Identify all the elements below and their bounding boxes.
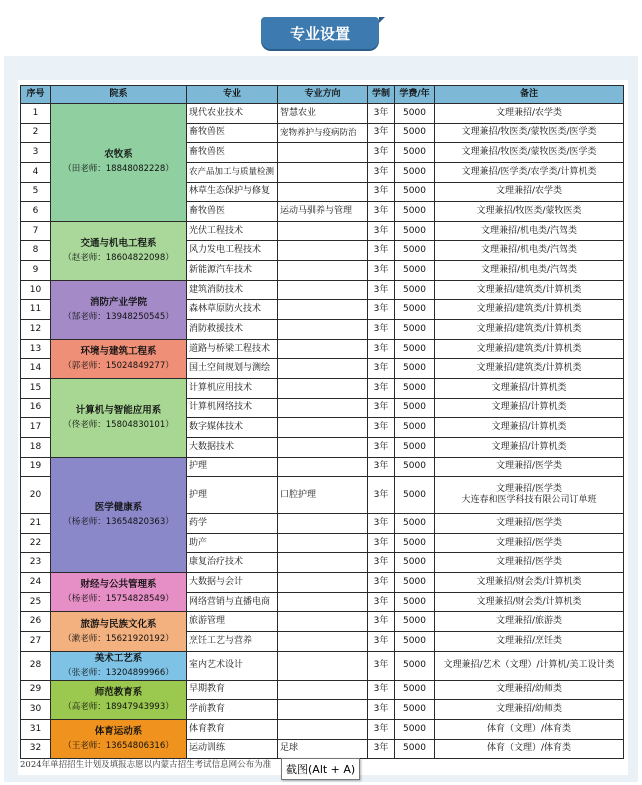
fee-cell: 5000 xyxy=(395,162,435,182)
department-contact: （杨老师：13654820363） xyxy=(63,516,174,527)
direction-cell xyxy=(278,700,368,720)
note-text: 文理兼招/计算机类 xyxy=(491,441,567,452)
direction-cell xyxy=(278,612,368,632)
row-number: 6 xyxy=(21,202,51,222)
major-cell: 光伏工程技术 xyxy=(187,221,278,241)
direction-cell: 运动马驯养与管理 xyxy=(278,202,368,222)
major-cell: 畜牧兽医 xyxy=(187,202,278,222)
major-cell: 助产 xyxy=(187,533,278,553)
row-number: 27 xyxy=(21,632,51,652)
department-name: 农牧系 xyxy=(104,149,133,161)
years-cell: 3年 xyxy=(368,320,395,340)
fee-cell: 5000 xyxy=(395,378,435,398)
note-text: 文理兼招/医学类/农学类/计算机类 xyxy=(461,166,597,177)
note-text: 文理兼招/机电类/汽驾类 xyxy=(480,245,578,256)
fee-cell: 5000 xyxy=(395,573,435,593)
note-text: 文理兼招/医学类 xyxy=(495,461,563,472)
note-text: 文理兼招/医学类 xyxy=(495,557,563,568)
direction-cell xyxy=(278,320,368,340)
row-number: 12 xyxy=(21,320,51,340)
note-cell xyxy=(435,202,624,222)
note-text: 文理兼招/艺术（文理）/计算机/美工设计类 xyxy=(443,660,615,671)
row-number: 4 xyxy=(21,162,51,182)
major-cell: 药学 xyxy=(187,514,278,534)
row-number: 1 xyxy=(21,104,51,124)
major-cell: 室内艺术设计 xyxy=(187,651,278,680)
note-text: 文理兼招/建筑类/计算机类 xyxy=(476,343,582,354)
header-fee: 学费/年 xyxy=(395,86,435,104)
department-cell xyxy=(51,612,187,651)
fee-cell: 5000 xyxy=(395,719,435,739)
years-cell: 3年 xyxy=(368,418,395,438)
row-number: 10 xyxy=(21,280,51,300)
note-text: 文理兼招/医学类 xyxy=(495,537,563,548)
row-number: 3 xyxy=(21,143,51,163)
direction-cell xyxy=(278,457,368,477)
years-cell: 3年 xyxy=(368,143,395,163)
direction-cell: 宠物养护与疫病防治 xyxy=(278,123,368,143)
row-number: 2 xyxy=(21,123,51,143)
department-cell xyxy=(51,104,187,222)
years-cell: 3年 xyxy=(368,477,395,514)
header-department: 院系 xyxy=(51,86,187,104)
major-cell: 大数据与会计 xyxy=(187,573,278,593)
fee-cell: 5000 xyxy=(395,514,435,534)
department-name: 美术工艺系 xyxy=(94,652,143,664)
department-contact: （佟老师：15804830101） xyxy=(63,419,174,430)
majors-table xyxy=(20,85,624,759)
table-row xyxy=(21,680,624,700)
years-cell: 3年 xyxy=(368,680,395,700)
direction-cell xyxy=(278,592,368,612)
fee-cell: 5000 xyxy=(395,104,435,124)
fee-cell: 5000 xyxy=(395,632,435,652)
row-number: 32 xyxy=(21,739,51,759)
note-cell xyxy=(435,162,624,182)
row-number: 30 xyxy=(21,700,51,720)
table-row xyxy=(21,719,624,739)
fee-cell: 5000 xyxy=(395,300,435,320)
note-text: 文理兼招/农学类 xyxy=(495,107,563,118)
screenshot-tooltip: 截图(Alt + A) xyxy=(281,758,360,780)
table-body xyxy=(21,104,624,759)
row-number: 31 xyxy=(21,719,51,739)
row-number: 19 xyxy=(21,457,51,477)
table-row xyxy=(21,221,624,241)
major-cell: 运动训练 xyxy=(187,739,278,759)
note-cell xyxy=(435,719,624,739)
department-cell xyxy=(51,339,187,378)
department-name: 交通与机电工程系 xyxy=(80,237,157,249)
direction-cell: 足球 xyxy=(278,739,368,759)
major-cell: 农产品加工与质量检测 xyxy=(187,162,278,182)
note-cell xyxy=(435,612,624,632)
table-row xyxy=(21,651,624,680)
years-cell: 3年 xyxy=(368,241,395,261)
note-cell xyxy=(435,320,624,340)
header-no: 序号 xyxy=(21,86,51,104)
table-row xyxy=(21,612,624,632)
header-direction: 专业方向 xyxy=(278,86,368,104)
major-cell: 林草生态保护与修复 xyxy=(187,182,278,202)
direction-cell xyxy=(278,651,368,680)
major-cell: 新能源汽车技术 xyxy=(187,261,278,281)
direction-cell xyxy=(278,553,368,573)
note-cell xyxy=(435,632,624,652)
note-cell xyxy=(435,300,624,320)
major-cell: 烹饪工艺与营养 xyxy=(187,632,278,652)
fee-cell: 5000 xyxy=(395,320,435,340)
department-name: 消防产业学院 xyxy=(89,296,147,308)
row-number: 22 xyxy=(21,533,51,553)
major-cell: 护理 xyxy=(187,457,278,477)
note-cell xyxy=(435,143,624,163)
department-name: 师范教育系 xyxy=(94,686,143,698)
note-text: 文理兼招/医学类 xyxy=(495,484,563,495)
department-contact: （田老师：18848082228） xyxy=(63,164,174,175)
major-cell: 消防救援技术 xyxy=(187,320,278,340)
row-number: 9 xyxy=(21,261,51,281)
years-cell: 3年 xyxy=(368,359,395,379)
years-cell: 3年 xyxy=(368,261,395,281)
note-text: 文理兼招/计算机类 xyxy=(491,382,567,393)
note-text: 文理兼招/建筑类/计算机类 xyxy=(476,363,582,374)
note-text: 文理兼招/牧医类/蒙牧医类/医学类 xyxy=(461,147,597,158)
major-cell: 计算机网络技术 xyxy=(187,398,278,418)
fee-cell: 5000 xyxy=(395,359,435,379)
department-contact: （漱老师：15621920192） xyxy=(63,633,174,644)
note-cell xyxy=(435,739,624,759)
note-text: 体育（文理）/体育类 xyxy=(486,723,572,734)
note-text: 文理兼招/幼师类 xyxy=(495,684,563,695)
fee-cell: 5000 xyxy=(395,533,435,553)
note-cell xyxy=(435,477,624,514)
row-number: 25 xyxy=(21,592,51,612)
department-name: 财经与公共管理系 xyxy=(80,579,157,591)
years-cell: 3年 xyxy=(368,592,395,612)
row-number: 5 xyxy=(21,182,51,202)
note-cell xyxy=(435,418,624,438)
note-text: 文理兼招/牧医类/蒙牧医类 xyxy=(476,206,582,217)
row-number: 20 xyxy=(21,477,51,514)
table-row xyxy=(21,457,624,477)
department-name: 医学健康系 xyxy=(94,501,143,513)
direction-cell xyxy=(278,418,368,438)
fee-cell: 5000 xyxy=(395,280,435,300)
direction-cell xyxy=(278,261,368,281)
major-cell: 旅游管理 xyxy=(187,612,278,632)
table-row xyxy=(21,280,624,300)
years-cell: 3年 xyxy=(368,514,395,534)
years-cell: 3年 xyxy=(368,739,395,759)
direction-cell xyxy=(278,533,368,553)
page-title: 专业设置 xyxy=(261,17,379,49)
years-cell: 3年 xyxy=(368,280,395,300)
major-cell: 学前教育 xyxy=(187,700,278,720)
fee-cell: 5000 xyxy=(395,241,435,261)
years-cell: 3年 xyxy=(368,457,395,477)
row-number: 15 xyxy=(21,378,51,398)
major-cell: 风力发电工程技术 xyxy=(187,241,278,261)
row-number: 28 xyxy=(21,651,51,680)
table-header-row xyxy=(21,86,624,104)
note-text-secondary: 大连春和医学科技有限公司订单班 xyxy=(461,495,597,506)
note-text: 文理兼招/旅游类 xyxy=(495,616,563,627)
note-text: 文理兼招/计算机类 xyxy=(491,402,567,413)
note-cell xyxy=(435,378,624,398)
direction-cell xyxy=(278,378,368,398)
years-cell: 3年 xyxy=(368,378,395,398)
department-contact: （郜老师：13948250545） xyxy=(63,311,174,322)
department-contact: （赵老师：18604822098） xyxy=(63,252,174,263)
department-contact: （高老师：18947943993） xyxy=(63,701,174,712)
row-number: 24 xyxy=(21,573,51,593)
fee-cell: 5000 xyxy=(395,680,435,700)
table-row xyxy=(21,339,624,359)
note-cell xyxy=(435,533,624,553)
direction-cell: 智慧农业 xyxy=(278,104,368,124)
fee-cell: 5000 xyxy=(395,123,435,143)
department-name: 环境与建筑工程系 xyxy=(80,345,157,357)
row-number: 18 xyxy=(21,437,51,457)
row-number: 23 xyxy=(21,553,51,573)
note-cell xyxy=(435,680,624,700)
row-number: 29 xyxy=(21,680,51,700)
row-number: 13 xyxy=(21,339,51,359)
fee-cell: 5000 xyxy=(395,700,435,720)
department-contact: （杨老师：15754828549） xyxy=(63,594,174,605)
department-cell xyxy=(51,457,187,573)
note-cell xyxy=(435,182,624,202)
major-cell: 畜牧兽医 xyxy=(187,143,278,163)
table-row xyxy=(21,573,624,593)
note-cell xyxy=(435,359,624,379)
table-row xyxy=(21,104,624,124)
note-text: 文理兼招/机电类/汽驾类 xyxy=(480,264,578,275)
department-name: 计算机与智能应用系 xyxy=(75,404,162,416)
footer-note: 2024年单招招生计划及填报志愿以内蒙古招生考试信息网公布为准 xyxy=(20,760,272,770)
row-number: 21 xyxy=(21,514,51,534)
fee-cell: 5000 xyxy=(395,182,435,202)
row-number: 8 xyxy=(21,241,51,261)
years-cell: 3年 xyxy=(368,437,395,457)
department-cell xyxy=(51,573,187,612)
years-cell: 3年 xyxy=(368,162,395,182)
table-sheet xyxy=(18,80,628,775)
note-cell xyxy=(435,280,624,300)
direction-cell xyxy=(278,221,368,241)
note-cell xyxy=(435,104,624,124)
direction-cell xyxy=(278,280,368,300)
major-cell: 大数据技术 xyxy=(187,437,278,457)
department-name: 体育运动系 xyxy=(94,726,143,738)
department-contact: （张老师：13204899966） xyxy=(63,667,174,678)
header-note: 备注 xyxy=(435,86,624,104)
years-cell: 3年 xyxy=(368,202,395,222)
table-row xyxy=(21,378,624,398)
note-text: 文理兼招/烹饪类 xyxy=(495,635,563,646)
fee-cell: 5000 xyxy=(395,457,435,477)
years-cell: 3年 xyxy=(368,700,395,720)
years-cell: 3年 xyxy=(368,300,395,320)
department-cell xyxy=(51,378,187,457)
fee-cell: 5000 xyxy=(395,739,435,759)
department-name: 旅游与民族文化系 xyxy=(80,618,157,630)
note-cell xyxy=(435,261,624,281)
note-cell xyxy=(435,457,624,477)
direction-cell xyxy=(278,632,368,652)
note-cell xyxy=(435,339,624,359)
years-cell: 3年 xyxy=(368,573,395,593)
years-cell: 3年 xyxy=(368,339,395,359)
note-text: 文理兼招/医学类 xyxy=(495,517,563,528)
note-cell xyxy=(435,553,624,573)
years-cell: 3年 xyxy=(368,651,395,680)
department-cell xyxy=(51,280,187,339)
content-panel xyxy=(4,56,638,782)
direction-cell xyxy=(278,573,368,593)
direction-cell xyxy=(278,398,368,418)
direction-cell xyxy=(278,241,368,261)
direction-cell xyxy=(278,143,368,163)
note-cell xyxy=(435,437,624,457)
major-cell: 国土空间规划与测绘 xyxy=(187,359,278,379)
major-cell: 数字媒体技术 xyxy=(187,418,278,438)
note-cell xyxy=(435,221,624,241)
direction-cell xyxy=(278,182,368,202)
fee-cell: 5000 xyxy=(395,261,435,281)
note-text: 文理兼招/建筑类/计算机类 xyxy=(476,323,582,334)
note-cell xyxy=(435,123,624,143)
note-cell xyxy=(435,700,624,720)
row-number: 14 xyxy=(21,359,51,379)
note-text: 文理兼招/计算机类 xyxy=(491,422,567,433)
fee-cell: 5000 xyxy=(395,477,435,514)
direction-cell xyxy=(278,300,368,320)
department-cell xyxy=(51,221,187,280)
major-cell: 计算机应用技术 xyxy=(187,378,278,398)
row-number: 26 xyxy=(21,612,51,632)
direction-cell xyxy=(278,680,368,700)
note-text: 文理兼招/建筑类/计算机类 xyxy=(476,284,582,295)
note-text: 文理兼招/机电类/汽驾类 xyxy=(480,225,578,236)
department-cell xyxy=(51,680,187,719)
direction-cell xyxy=(278,514,368,534)
direction-cell xyxy=(278,339,368,359)
major-cell: 畜牧兽医 xyxy=(187,123,278,143)
fee-cell: 5000 xyxy=(395,612,435,632)
note-cell xyxy=(435,592,624,612)
major-cell: 道路与桥梁工程技术 xyxy=(187,339,278,359)
note-cell xyxy=(435,514,624,534)
major-cell: 体育教育 xyxy=(187,719,278,739)
years-cell: 3年 xyxy=(368,533,395,553)
major-cell: 康复治疗技术 xyxy=(187,553,278,573)
department-contact: （郭老师：15024849277） xyxy=(63,360,174,371)
fee-cell: 5000 xyxy=(395,398,435,418)
years-cell: 3年 xyxy=(368,123,395,143)
fee-cell: 5000 xyxy=(395,418,435,438)
department-cell xyxy=(51,719,187,758)
years-cell: 3年 xyxy=(368,182,395,202)
major-cell: 网络营销与直播电商 xyxy=(187,592,278,612)
fee-cell: 5000 xyxy=(395,221,435,241)
major-cell: 早期教育 xyxy=(187,680,278,700)
note-text: 文理兼招/牧医类/蒙牧医类/医学类 xyxy=(461,127,597,138)
direction-cell: 口腔护理 xyxy=(278,477,368,514)
note-text: 文理兼招/建筑类/计算机类 xyxy=(476,304,582,315)
direction-cell xyxy=(278,359,368,379)
header-years: 学制 xyxy=(368,86,395,104)
years-cell: 3年 xyxy=(368,632,395,652)
note-cell xyxy=(435,573,624,593)
fee-cell: 5000 xyxy=(395,592,435,612)
fee-cell: 5000 xyxy=(395,143,435,163)
note-text: 体育（文理）/体育类 xyxy=(486,743,572,754)
row-number: 16 xyxy=(21,398,51,418)
fee-cell: 5000 xyxy=(395,553,435,573)
years-cell: 3年 xyxy=(368,612,395,632)
note-text: 文理兼招/财会类/计算机类 xyxy=(476,596,582,607)
note-text: 文理兼招/幼师类 xyxy=(495,704,563,715)
major-cell: 现代农业技术 xyxy=(187,104,278,124)
major-cell: 护理 xyxy=(187,477,278,514)
department-contact: （王老师：13654806316） xyxy=(63,741,174,752)
major-cell: 建筑消防技术 xyxy=(187,280,278,300)
direction-cell xyxy=(278,437,368,457)
fee-cell: 5000 xyxy=(395,651,435,680)
fee-cell: 5000 xyxy=(395,339,435,359)
direction-cell xyxy=(278,162,368,182)
years-cell: 3年 xyxy=(368,104,395,124)
years-cell: 3年 xyxy=(368,719,395,739)
years-cell: 3年 xyxy=(368,553,395,573)
fee-cell: 5000 xyxy=(395,202,435,222)
row-number: 11 xyxy=(21,300,51,320)
years-cell: 3年 xyxy=(368,398,395,418)
direction-cell xyxy=(278,719,368,739)
fee-cell: 5000 xyxy=(395,437,435,457)
years-cell: 3年 xyxy=(368,221,395,241)
department-cell xyxy=(51,651,187,680)
row-number: 7 xyxy=(21,221,51,241)
header-major: 专业 xyxy=(187,86,278,104)
note-cell xyxy=(435,651,624,680)
major-cell: 森林草原防火技术 xyxy=(187,300,278,320)
note-cell xyxy=(435,398,624,418)
row-number: 17 xyxy=(21,418,51,438)
note-cell xyxy=(435,241,624,261)
note-text: 文理兼招/农学类 xyxy=(495,186,563,197)
note-text: 文理兼招/财会类/计算机类 xyxy=(476,576,582,587)
